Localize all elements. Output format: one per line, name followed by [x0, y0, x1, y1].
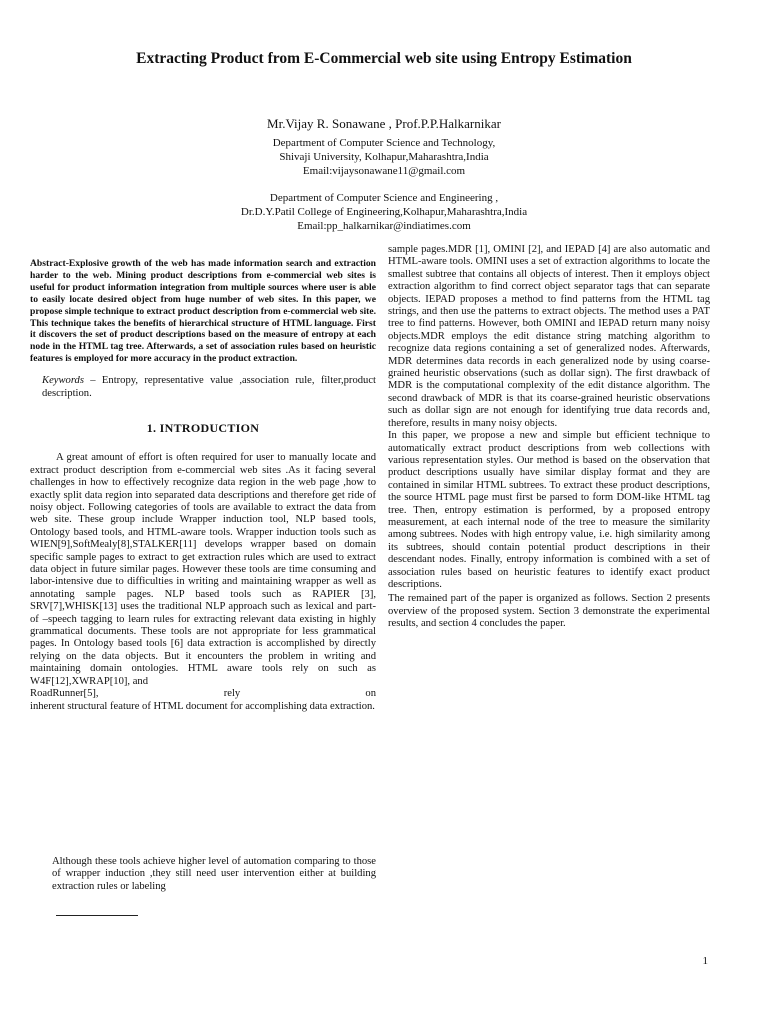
author-line: Mr.Vijay R. Sonawane , Prof.P.P.Halkarnikar	[267, 116, 501, 131]
affiliation-1-email: Email:vijaysonawane11@gmail.com	[302, 165, 466, 177]
intro-paragraph: A great amount of effort is often required for user to manually locate and extract product description from e-commercial web sites .As it facing several challenges in how to effectively recognize data region in the web page ,how to exactly split data region into separated data descriptions and therefore get ride of noisy object. Following categories of tools are available to extract the data from web site. These group include Wrapper induction tool, NLP based tools, Ontology based tools, and HTML-aware tools. Wrapper induction tools such as WIEN[9],SoftMealy[8],STALKER[11] develops wrapper based on domain specific sample pages to extract to get extraction rules which are used to extract data object in future similar pages. However these tools are time consuming and labor-intensive due to difficulties in writing and maintaining wrapper as well as annotating sample pages. NLP based tools such as RAPIER [3], SRV[7],WHISK[13] uses the traditional NLP approach such as lexical and part-of –speech tagging to learn rules for extracting relevant data existing in highly grammatical documents. These tools are not appropriate for less grammatical pages. In Ontology based tools [6] data extraction is accomplished by directly relying on the data objects. But it encounters the problem in writing and maintaining domain ontologies. HTML aware tools rely on such as W4F[12],XWRAP[10], and	[30, 452, 376, 687]
right-paragraph-2: In this paper, we propose a new and simple but efficient technique to automatically extract product descriptions from web collections with various representation styles. Our method is based on the observation that product descriptions usually have similar display format and they are contained in similar HTML subtrees. To extract these product descriptions, the source HTML page must first be parsed to form DOM-like HTML tag tree. Then, entropy estimation is performed, by a proposed entropy measurement, at each internal node of the tree to measure the similarity among subtrees. Nodes with high entropy value, i.e. high similarity among its subtrees, should contain potential product descriptions in their descendant nodes. Finally, entropy information is combined with a set of association rules based on heuristic features to identify exact product descriptions.	[388, 430, 710, 590]
intro-justified-row	[30, 688, 376, 700]
affiliation-2-email: Email:pp_halkarnikar@indiatimes.com	[297, 220, 471, 232]
right-paragraph-1: sample pages.MDR [1], OMINI [2], and IEPAD [4] are also automatic and HTML-aware tools. OMINI uses a set of extraction algorithms to locate the smallest subtree that contains all objects of interest. Then it employs object extraction algorithm to find correct object separator tags that can separate objects. IEPAD proposes a method to find patterns from the HTML tag strings, and then use the patterns to extract objects. The method uses a PAT tree to find patterns. However, both OMINI and IEPAD return many noisy objects.MDR employs the edit distance string matching algorithm to recognize data regions containing a set of generalized nodes. Afterwards, MDR determines data records in each generalized node by using coarse-grained heuristic observations (such as dollar sign). The first drawback of MDR is the computational complexity of the edit distance algorithm. The second drawback of MDR is that its coarse-grained heuristic observations such as dollar sign are not enough for identifying true data records and, therefore, results in many noisy objects.	[388, 244, 710, 429]
abstract: Abstract-Explosive growth of the web has made information search and extraction harder to the web. Mining product descriptions from e-commercial web sites is useful for product information integration from multiple sources where user is able to easily locate desired object from huge number of web sites. In this paper, we propose simple technique to extract product description from e-commercial web site. This technique takes the benefits of hierarchical structure of HTML language. First it discovers the set of product descriptions based on the measure of entropy at each node in the HTML tag tree. Afterwards, a set of association rules based on heuristic features is employed for more accuracy in the product extraction.	[30, 258, 376, 365]
bottom-left-paragraph: Although these tools achieve higher level of automation comparing to those of wrapper induction ,they still need user intervention either at building extraction rules or labeling	[52, 856, 376, 892]
intro-row-word-2: rely	[223, 688, 241, 700]
left-column	[30, 258, 376, 713]
affiliation-1	[40, 136, 728, 178]
affiliation-1-dept: Department of Computer Science and Technology,	[272, 137, 496, 149]
paper-title: Extracting Product from E-Commercial web site using Entropy Estimation	[136, 50, 632, 67]
section-heading-introduction: 1. INTRODUCTION	[146, 420, 260, 435]
affiliation-2	[40, 191, 728, 233]
keywords-text: – Entropy, representative value ,association rule, filter,product description.	[42, 375, 376, 399]
page-number: 1	[702, 955, 708, 967]
keywords-label: Keywords	[42, 375, 84, 387]
right-column	[388, 244, 710, 631]
intro-row-word-1: RoadRunner[5],	[30, 688, 99, 700]
intro-tail: inherent structural feature of HTML document for accomplishing data extraction.	[30, 700, 375, 712]
affiliation-1-univ: Shivaji University, Kolhapur,Maharashtra,India	[279, 151, 489, 163]
affiliation-2-dept: Department of Computer Science and Engineering ,	[269, 192, 499, 204]
intro-row-word-3: on	[365, 688, 376, 700]
footnote-divider	[56, 915, 138, 916]
right-paragraph-3: The remained part of the paper is organized as follows. Section 2 presents overview of the proposed system. Section 3 demonstrate the experimental results, and section 4 concludes the paper.	[388, 593, 710, 630]
affiliation-2-college: Dr.D.Y.Patil College of Engineering,Kolhapur,Maharashtra,India	[240, 206, 528, 218]
keywords	[30, 375, 376, 400]
